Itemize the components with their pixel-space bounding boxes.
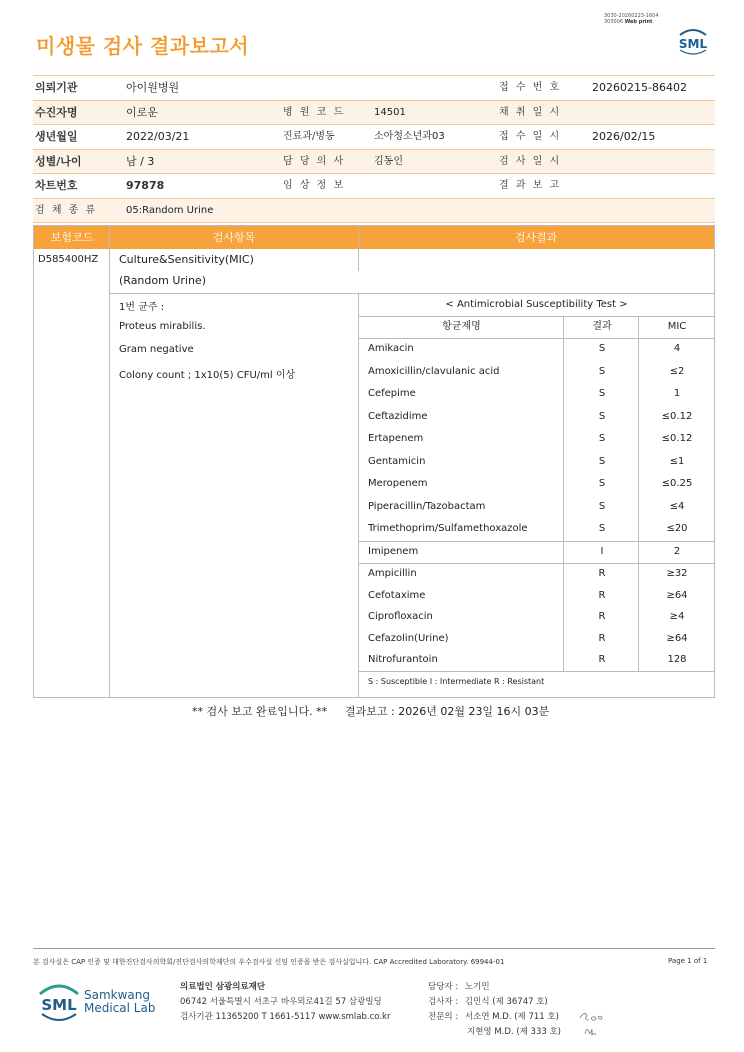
antibiotic-mic: ≥64 [666, 589, 688, 601]
report-label: 결 과 보 고 [499, 180, 562, 191]
antibiotic-result: S [598, 388, 606, 400]
colony-count: Colony count ; 1x10(5) CFU/ml 이상 [119, 370, 296, 381]
antibiotic-mic: ≤1 [669, 455, 685, 467]
samkwang-logo-icon [36, 980, 82, 1026]
isolate-label: 1번 균주 : [119, 302, 165, 313]
info-row [33, 149, 715, 174]
logo-name-line2: Medical Lab [84, 1001, 156, 1015]
samkwang-logo-name [84, 989, 155, 1015]
specimen-label: 검 체 종 류 [35, 204, 98, 216]
clinical-info-label: 임 상 정 보 [283, 180, 346, 191]
doctor-value: 김동인 [374, 155, 403, 167]
tester-label: 검사자 : [428, 997, 459, 1007]
antibiotic-mic: 4 [673, 343, 681, 354]
antibiotic-mic: ≤0.12 [661, 433, 693, 445]
report-time: 결과보고 : 2026년 02월 23일 16시 03분 [345, 705, 550, 718]
gram-stain: Gram negative [119, 344, 194, 355]
antibiotic-name: Gentamicin [368, 455, 426, 467]
birth-label: 생년월일 [35, 130, 78, 143]
doctor-label: 담 당 의 사 [283, 155, 346, 167]
organization-name: 의료법인 삼광의료재단 [180, 982, 266, 992]
document-id-line1: 3030-20260223-1604 [604, 13, 659, 19]
document-id [604, 13, 659, 25]
ast-title: < Antimicrobial Susceptibility Test > [445, 299, 628, 310]
antibiotic-row [359, 541, 714, 564]
specialist-label: 전문의 : [428, 1012, 459, 1022]
antibiotic-name: Ampicillin [368, 568, 417, 579]
organization-contact: 검사기관 11365200 T 1661-5117 www.smlab.co.kr [180, 1012, 391, 1022]
antibiotic-row [359, 338, 714, 361]
print-label: Web print [624, 19, 653, 25]
antibiotic-mic: ≥64 [666, 632, 688, 644]
antibiotic-mic: ≤2 [669, 365, 685, 377]
antibiotic-row [359, 628, 714, 651]
antibiotic-name: Ciprofloxacin [368, 611, 433, 623]
sml-logo [674, 27, 712, 57]
recipient-value: 이로운 [126, 105, 158, 119]
info-row [33, 124, 715, 149]
info-row [33, 100, 715, 125]
sml-logo-text: SML [678, 37, 708, 51]
antibiotic-mic: ≤0.12 [661, 410, 693, 422]
report-title: 미생물 검사 결과보고서 [36, 34, 250, 58]
specimen-value: 05:Random Urine [126, 204, 214, 216]
antibiotic-result: R [598, 611, 606, 623]
antibiotic-row [359, 563, 714, 586]
col-result-header: 검사결과 [514, 231, 558, 244]
test-item-name: Culture&Sensitivity(MIC) [119, 253, 254, 266]
insurance-code: D585400HZ [38, 254, 99, 265]
antibiotic-row [359, 649, 714, 672]
antibiotic-mic: 1 [673, 388, 681, 400]
antibiotic-row [359, 361, 714, 384]
col-code-header: 보험코드 [50, 231, 94, 244]
organization-address: 06742 서울특별시 서초구 바우뫼로41길 57 삼광빌딩 [180, 997, 382, 1007]
staff-label: 담당자 : [428, 982, 459, 992]
ast-col-mic: MIC [667, 321, 687, 332]
sex-age-label: 성별/나이 [35, 154, 82, 168]
antibiotic-name: Ertapenem [368, 433, 424, 445]
antibiotic-result: R [598, 568, 606, 579]
antibiotic-mic: ≤20 [666, 523, 688, 535]
organization-info [180, 980, 390, 1025]
antibiotic-name: Piperacillin/Tazobactam [368, 500, 486, 512]
antibiotic-mic: ≤4 [669, 500, 685, 512]
recipient-label: 수진자명 [35, 105, 78, 119]
antibiotic-result: I [600, 546, 604, 557]
antibiotic-result: S [598, 500, 606, 512]
antibiotic-result: R [598, 654, 606, 666]
antibiotic-row [359, 473, 714, 496]
ast-col-drug: 항균제명 [442, 321, 481, 332]
logo-name-line1: Samkwang [84, 988, 150, 1002]
test-item-specimen: (Random Urine) [119, 274, 206, 287]
antibiotic-name: Amoxicillin/clavulanic acid [368, 365, 500, 377]
patient-info-table [33, 75, 715, 223]
hospital-code-value: 14501 [374, 106, 406, 118]
receipt-no-value: 20260215-86402 [592, 81, 687, 94]
antibiotic-result: S [598, 410, 606, 422]
sex-age-value: 남 / 3 [126, 154, 155, 168]
antibiotic-result: S [598, 478, 606, 490]
antibiotic-name: Cefotaxime [368, 589, 426, 601]
certification-note: 본 검사실은 CAP 인증 및 대한진단검사의학회/진단검사의학재단의 우수검사실 신임 인증을 받은 검사실입니다. CAP Accredited Laboratory. 69944-01 [33, 958, 505, 966]
antibiotic-name: Meropenem [368, 478, 428, 490]
birth-value: 2022/03/21 [126, 130, 190, 143]
antibiotic-result: S [598, 365, 606, 377]
antibiotic-name: Amikacin [368, 343, 414, 354]
antibiotic-name: Trimethoprim/Sulfamethoxazole [368, 523, 528, 535]
antibiotic-row [359, 406, 714, 429]
antibiotic-row [359, 383, 714, 406]
results-header [34, 226, 714, 249]
antibiotic-result: R [598, 589, 606, 601]
requesting-institution-value: 아이원병원 [126, 81, 180, 94]
antibiotic-mic: ≥32 [666, 568, 688, 579]
info-row [33, 75, 715, 100]
antibiotic-result: S [598, 343, 606, 354]
specialist-name-2: 지현영 M.D. (제 333 호) [467, 1027, 562, 1037]
hospital-code-label: 병 원 코 드 [283, 106, 346, 118]
antibiotic-name: Nitrofurantoin [368, 654, 438, 666]
antibiotic-mic: 128 [667, 654, 687, 666]
antibiotic-name: Cefepime [368, 388, 416, 400]
antibiotic-row [359, 496, 714, 519]
antibiotic-row [359, 428, 714, 451]
specialist-name-1: 서소연 M.D. (제 711 호) [464, 1012, 559, 1022]
dept-value: 소아청소년과03 [374, 131, 445, 142]
staff-name: 노기민 [464, 982, 490, 992]
page-number: Page 1 of 1 [668, 957, 708, 965]
receipt-date-label: 접 수 일 시 [499, 131, 562, 142]
results-table [33, 225, 715, 698]
organism-name: Proteus mirabilis. [119, 321, 206, 332]
tester-name: 김민식 (제 36747 호) [464, 997, 548, 1007]
samkwang-logo-text: SML [41, 996, 77, 1014]
antibiotic-name: Ceftazidime [368, 410, 428, 422]
col-item-header: 검사항목 [212, 231, 256, 244]
ast-column-headers [359, 316, 714, 339]
antibiotic-result: S [598, 523, 606, 535]
antibiotic-row [359, 451, 714, 474]
test-date-label: 검 사 일 시 [499, 155, 562, 167]
signature-image [577, 1008, 607, 1040]
ast-legend: S : Susceptible I : Intermediate R : Resistant [368, 677, 545, 686]
antibiotic-mic: ≥4 [669, 611, 685, 623]
report-complete-note: ** 검사 보고 완료입니다. ** [192, 705, 328, 718]
antibiotic-mic: 2 [673, 546, 681, 557]
antibiotic-name: Cefazolin(Urine) [368, 632, 449, 644]
dept-label: 진료과/병동 [283, 131, 335, 142]
antibiotic-mic: ≤0.25 [661, 478, 693, 490]
antibiotic-result: R [598, 632, 606, 644]
receipt-no-label: 접 수 번 호 [499, 82, 562, 93]
document-id-line2: 303006 [604, 19, 624, 25]
antibiotic-row [359, 518, 714, 541]
info-row [33, 198, 715, 224]
ast-col-result: 결과 [592, 321, 612, 332]
antibiotic-row [359, 606, 714, 629]
chart-no-value: 97878 [126, 179, 165, 192]
receipt-date-value: 2026/02/15 [592, 130, 656, 143]
antibiotic-row [359, 585, 714, 608]
antibiotic-name: Imipenem [368, 546, 419, 557]
antibiotic-result: S [598, 433, 606, 445]
antibiotic-result: S [598, 455, 606, 467]
staff-info [428, 980, 561, 1040]
info-row [33, 173, 715, 198]
collection-date-label: 채 취 일 시 [499, 106, 562, 118]
requesting-institution-label: 의뢰기관 [35, 81, 78, 94]
chart-no-label: 차트번호 [35, 179, 78, 192]
